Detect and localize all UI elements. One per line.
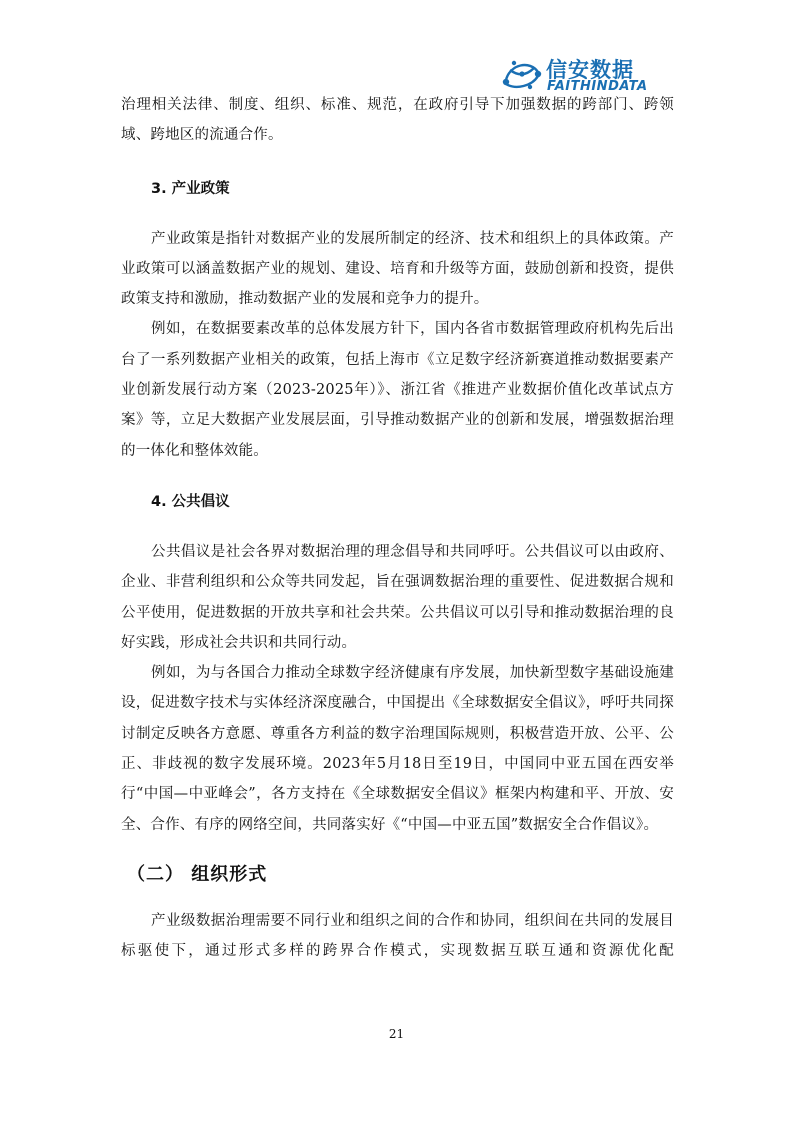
section-heading-public-initiative: 4. 公共倡议 (151, 493, 230, 510)
section-heading-industry-policy: 3. 产业政策 (151, 180, 230, 197)
page-number: 21 (388, 1027, 405, 1041)
brand-logo (500, 54, 675, 94)
paragraph-public-initiative-example: 例如，为与各国合力推动全球数字经济健康有序发展，加快新型数字基础设施建设，促进数字技术与实体经济深度融合，中国提出《全球数据安全倡议》，呼吁共同探讨制定反映各方意愿、尊重各方利益的数字治理国际规则，积极营造开放、公平、公正、非歧视的数字发展环境。2023年5月18日至19日，中国同中亚五国在西安举行“中国—中亚峰会”，各方支持在《全球数据安全倡议》框架内构建和平、开放、安全、合作、有序的网络空间，共同落实好《“中国—中亚五国”数据安全合作倡议》。 (121, 665, 674, 833)
paragraph-organization-form: 产业级数据治理需要不同行业和组织之间的合作和协同，组织间在共同的发展目标驱使下，通过形式多样的跨界合作模式，实现数据互联互通和资源优化配 (121, 912, 674, 960)
paragraph-continued: 治理相关法律、制度、组织、标准、规范，在政府引导下加强数据的跨部门、跨领域、跨地区的流通合作。 (121, 97, 674, 144)
section-heading-organization-form: （二） 组织形式 (127, 863, 268, 885)
network-nodes-logo-icon (500, 54, 544, 94)
paragraph-industry-policy-example: 例如，在数据要素改革的总体发展方针下，国内各省市数据管理政府机构先后出台了一系列数据产业相关的政策，包括上海市《立足数字经济新赛道推动数据要素产业创新发展行动方案（2023-2025年）》、浙江省《推进产业数据价值化改革试点方案》等，立足大数据产业发展层面，引导推动数据产业的创新和发展，增强数据治理的一体化和整体效能。 (121, 321, 674, 459)
logo-chinese-name: 信安数据 (546, 58, 634, 82)
paragraph-public-initiative-definition: 公共倡议是社会各界对数据治理的理念倡导和共同呼吁。公共倡议可以由政府、企业、非营利组织和公众等共同发起，旨在强调数据治理的重要性、促进数据合规和公平使用，促进数据的开放共享和社会共荣。公共倡议可以引导和推动数据治理的良好实践，形成社会共识和共同行动。 (121, 543, 674, 651)
paragraph-industry-policy-definition: 产业政策是指针对数据产业的发展所制定的经济、技术和组织上的具体政策。产业政策可以涵盖数据产业的规划、建设、培育和升级等方面，鼓励创新和投资，提供政策支持和激励，推动数据产业的发展和竞争力的提升。 (121, 230, 674, 308)
document-body (121, 90, 674, 967)
logo-english-name: FAITHINDATA (547, 79, 648, 94)
